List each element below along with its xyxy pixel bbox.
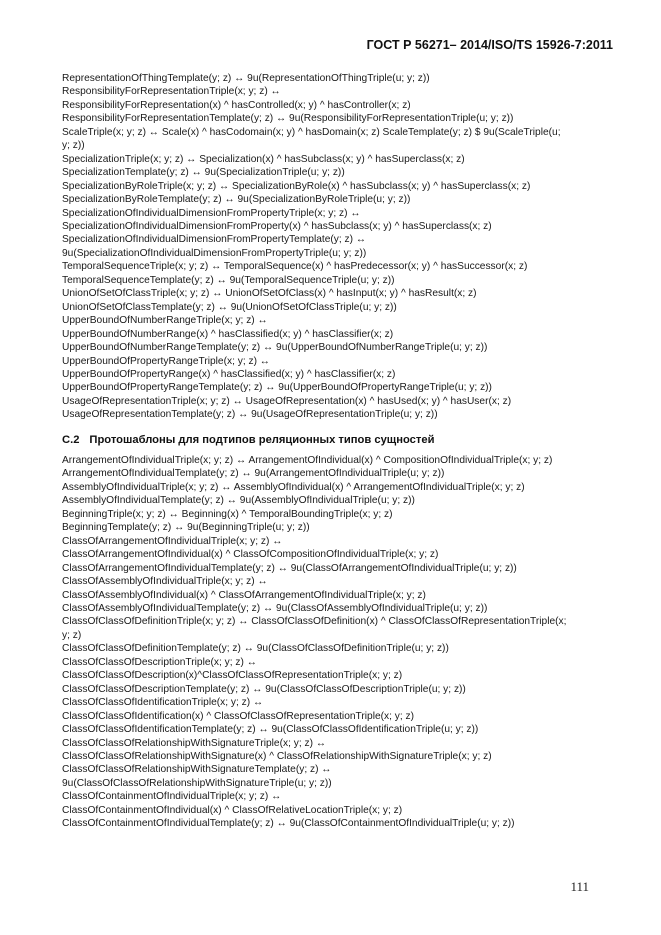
formula-line: UpperBoundOfPropertyRange(x) ^ hasClassified(x; y) ^ hasClassifier(x; z) bbox=[62, 368, 396, 380]
proto-template-definitions-block bbox=[62, 454, 647, 831]
formula-line: ClassOfArrangementOfIndividualTemplate(y; z) ↔ 9u(ClassOfArrangementOfIndividualTriple(u; y; z)) bbox=[62, 562, 517, 574]
formula-line: ResponsibilityForRepresentation(x) ^ hasControlled(x; y) ^ hasController(x; z) bbox=[62, 99, 411, 111]
formula-line: SpecializationTemplate(y; z) ↔ 9u(SpecializationTriple(u; y; z)) bbox=[62, 167, 345, 179]
formula-line: ClassOfArrangementOfIndividual(x) ^ ClassOfCompositionOfIndividualTriple(x; y; z) bbox=[62, 549, 439, 561]
formula-line: ResponsibilityForRepresentationTriple(x; y; z) ↔ bbox=[62, 86, 281, 98]
formula-line: ClassOfClassOfIdentification(x) ^ ClassOfClassOfRepresentationTriple(x; y; z) bbox=[62, 710, 415, 722]
formula-line: UpperBoundOfPropertyRangeTemplate(y; z) ↔ 9u(UpperBoundOfPropertyRangeTriple(u; y; z)) bbox=[62, 382, 492, 394]
formula-line: ClassOfContainmentOfIndividualTemplate(y; z) ↔ 9u(ClassOfContainmentOfIndividualTriple(u; y; z)) bbox=[62, 818, 515, 830]
formula-line: RepresentationOfThingTemplate(y; z) ↔ 9u(RepresentationOfThingTriple(u; y; z)) bbox=[62, 73, 430, 84]
formula-line: ClassOfArrangementOfIndividualTriple(x; y; z) ↔ bbox=[62, 535, 283, 547]
formula-line: ClassOfAssemblyOfIndividual(x) ^ ClassOfArrangementOfIndividualTriple(x; y; z) bbox=[62, 589, 426, 601]
formula-line: SpecializationOfIndividualDimensionFromPropertyTemplate(y; z) ↔ bbox=[62, 234, 367, 246]
formula-line: ResponsibilityForRepresentationTemplate(y; z) ↔ 9u(ResponsibilityForRepresentationTriple(u; y; z)) bbox=[62, 113, 514, 125]
formula-line: ArrangementOfIndividualTriple(x; y; z) ↔ ArrangementOfIndividual(x) ^ CompositionOfIndividualTriple(x; y; z) bbox=[62, 455, 553, 466]
formula-line: SpecializationOfIndividualDimensionFromPropertyTriple(x; y; z) ↔ bbox=[62, 207, 361, 219]
formula-line: ClassOfClassOfDefinitionTemplate(y; z) ↔ 9u(ClassOfClassOfDefinitionTriple(u; y; z)) bbox=[62, 643, 449, 655]
formula-line: ClassOfClassOfDescriptionTemplate(y; z) ↔ 9u(ClassOfClassOfDescriptionTriple(u; y; z)) bbox=[62, 683, 466, 695]
formula-line: ClassOfClassOfDescriptionTriple(x; y; z) ↔ bbox=[62, 656, 257, 668]
formula-line: TemporalSequenceTriple(x; y; z) ↔ TemporalSequence(x) ^ hasPredecessor(x; y) ^ hasSuccessor(x; z) bbox=[62, 261, 528, 273]
formula-line: y; z) bbox=[62, 629, 82, 641]
page-number: 111 bbox=[570, 879, 589, 894]
section-heading bbox=[62, 434, 434, 446]
formula-line: ClassOfClassOfIdentificationTriple(x; y; z) ↔ bbox=[62, 697, 264, 709]
formula-line: AssemblyOfIndividualTriple(x; y; z) ↔ AssemblyOfIndividual(x) ^ ArrangementOfIndividualTriple(x; y; z) bbox=[62, 481, 525, 493]
formula-line: BeginningTemplate(y; z) ↔ 9u(BeginningTriple(u; y; z)) bbox=[62, 522, 310, 534]
formula-line: UnionOfSetOfClassTemplate(y; z) ↔ 9u(UnionOfSetOfClassTriple(u; y; z)) bbox=[62, 301, 397, 313]
formula-line: UpperBoundOfNumberRangeTriple(x; y; z) ↔ bbox=[62, 315, 268, 327]
formula-line: UpperBoundOfNumberRangeTemplate(y; z) ↔ 9u(UpperBoundOfNumberRangeTriple(u; y; z)) bbox=[62, 342, 488, 354]
formula-line: ClassOfContainmentOfIndividual(x) ^ ClassOfRelativeLocationTriple(x; y; z) bbox=[62, 804, 403, 816]
section-title: Протошаблоны для подтипов реляционных типов сущностей bbox=[89, 434, 435, 446]
document-header: ГОСТ Р 56271– 2014/ISO/TS 15926-7:2011 bbox=[366, 38, 613, 52]
formula-line: UnionOfSetOfClassTriple(x; y; z) ↔ UnionOfSetOfClass(x) ^ hasInput(x; y) ^ hasResult(x; z) bbox=[62, 288, 477, 300]
formula-line: SpecializationTriple(x; y; z) ↔ Specialization(x) ^ hasSubclass(x; y) ^ hasSuperclass(x; z) bbox=[62, 153, 465, 165]
formula-line: ClassOfAssemblyOfIndividualTemplate(y; z) ↔ 9u(ClassOfAssemblyOfIndividualTriple(u; y; z)) bbox=[62, 602, 488, 614]
formula-line: SpecializationByRoleTriple(x; y; z) ↔ SpecializationByRole(x) ^ hasSubclass(x; y) ^ hasSuperclass(x; z) bbox=[62, 180, 531, 192]
formula-line: ClassOfClassOfDescription(x)^ClassOfClassOfRepresentationTriple(x; y; z) bbox=[62, 670, 403, 682]
formula-line: ClassOfContainmentOfIndividualTriple(x; y; z) ↔ bbox=[62, 791, 282, 803]
formula-line: ArrangementOfIndividualTemplate(y; z) ↔ 9u(ArrangementOfIndividualTriple(u; y; z)) bbox=[62, 468, 445, 480]
template-definitions-block bbox=[62, 72, 647, 422]
formula-line: AssemblyOfIndividualTemplate(y; z) ↔ 9u(AssemblyOfIndividualTriple(u; y; z)) bbox=[62, 495, 415, 507]
formula-line: UsageOfRepresentationTemplate(y; z) ↔ 9u(UsageOfRepresentationTriple(u; y; z)) bbox=[62, 409, 438, 421]
formula-line: UpperBoundOfPropertyRangeTriple(x; y; z) ↔ bbox=[62, 355, 270, 367]
formula-line: ClassOfClassOfDefinitionTriple(x; y; z) ↔ ClassOfClassOfDefinition(x) ^ ClassOfClassOfRepresentationTriple(x; bbox=[62, 616, 567, 628]
formula-line: ScaleTriple(x; y; z) ↔ Scale(x) ^ hasCodomain(x; y) ^ hasDomain(x; z) ScaleTemplate(y; z) $ 9u(ScaleTriple(u; bbox=[62, 126, 561, 138]
formula-line: ClassOfClassOfRelationshipWithSignatureTriple(x; y; z) ↔ bbox=[62, 737, 327, 749]
formula-line: SpecializationOfIndividualDimensionFromProperty(x) ^ hasSubclass(x; y) ^ hasSuperclass(x; z) bbox=[62, 220, 492, 232]
formula-line: UsageOfRepresentationTriple(x; y; z) ↔ UsageOfRepresentation(x) ^ hasUsed(x; y) ^ hasUser(x; z) bbox=[62, 395, 512, 407]
formula-line: 9u(SpecializationOfIndividualDimensionFromPropertyTriple(u; y; z)) bbox=[62, 247, 367, 259]
formula-line: ClassOfClassOfRelationshipWithSignature(x) ^ ClassOfRelationshipWithSignatureTriple(x; y; z) bbox=[62, 750, 492, 762]
formula-line: SpecializationByRoleTemplate(y; z) ↔ 9u(SpecializationByRoleTriple(u; y; z)) bbox=[62, 194, 411, 206]
formula-line: UpperBoundOfNumberRange(x) ^ hasClassified(x; y) ^ hasClassifier(x; z) bbox=[62, 328, 394, 340]
formula-line: BeginningTriple(x; y; z) ↔ Beginning(x) ^ TemporalBoundingTriple(x; y; z) bbox=[62, 508, 393, 520]
formula-line: y; z)) bbox=[62, 140, 85, 152]
formula-line: TemporalSequenceTemplate(y; z) ↔ 9u(TemporalSequenceTriple(u; y; z)) bbox=[62, 274, 395, 286]
section-number: C.2 bbox=[62, 434, 80, 446]
formula-line: ClassOfClassOfRelationshipWithSignatureTemplate(y; z) ↔ bbox=[62, 764, 332, 776]
formula-line: 9u(ClassOfClassOfRelationshipWithSignatureTriple(u; y; z)) bbox=[62, 777, 332, 789]
formula-line: ClassOfClassOfIdentificationTemplate(y; z) ↔ 9u(ClassOfClassOfIdentificationTriple(u; y; z)) bbox=[62, 724, 479, 736]
formula-line: ClassOfAssemblyOfIndividualTriple(x; y; z) ↔ bbox=[62, 576, 268, 588]
